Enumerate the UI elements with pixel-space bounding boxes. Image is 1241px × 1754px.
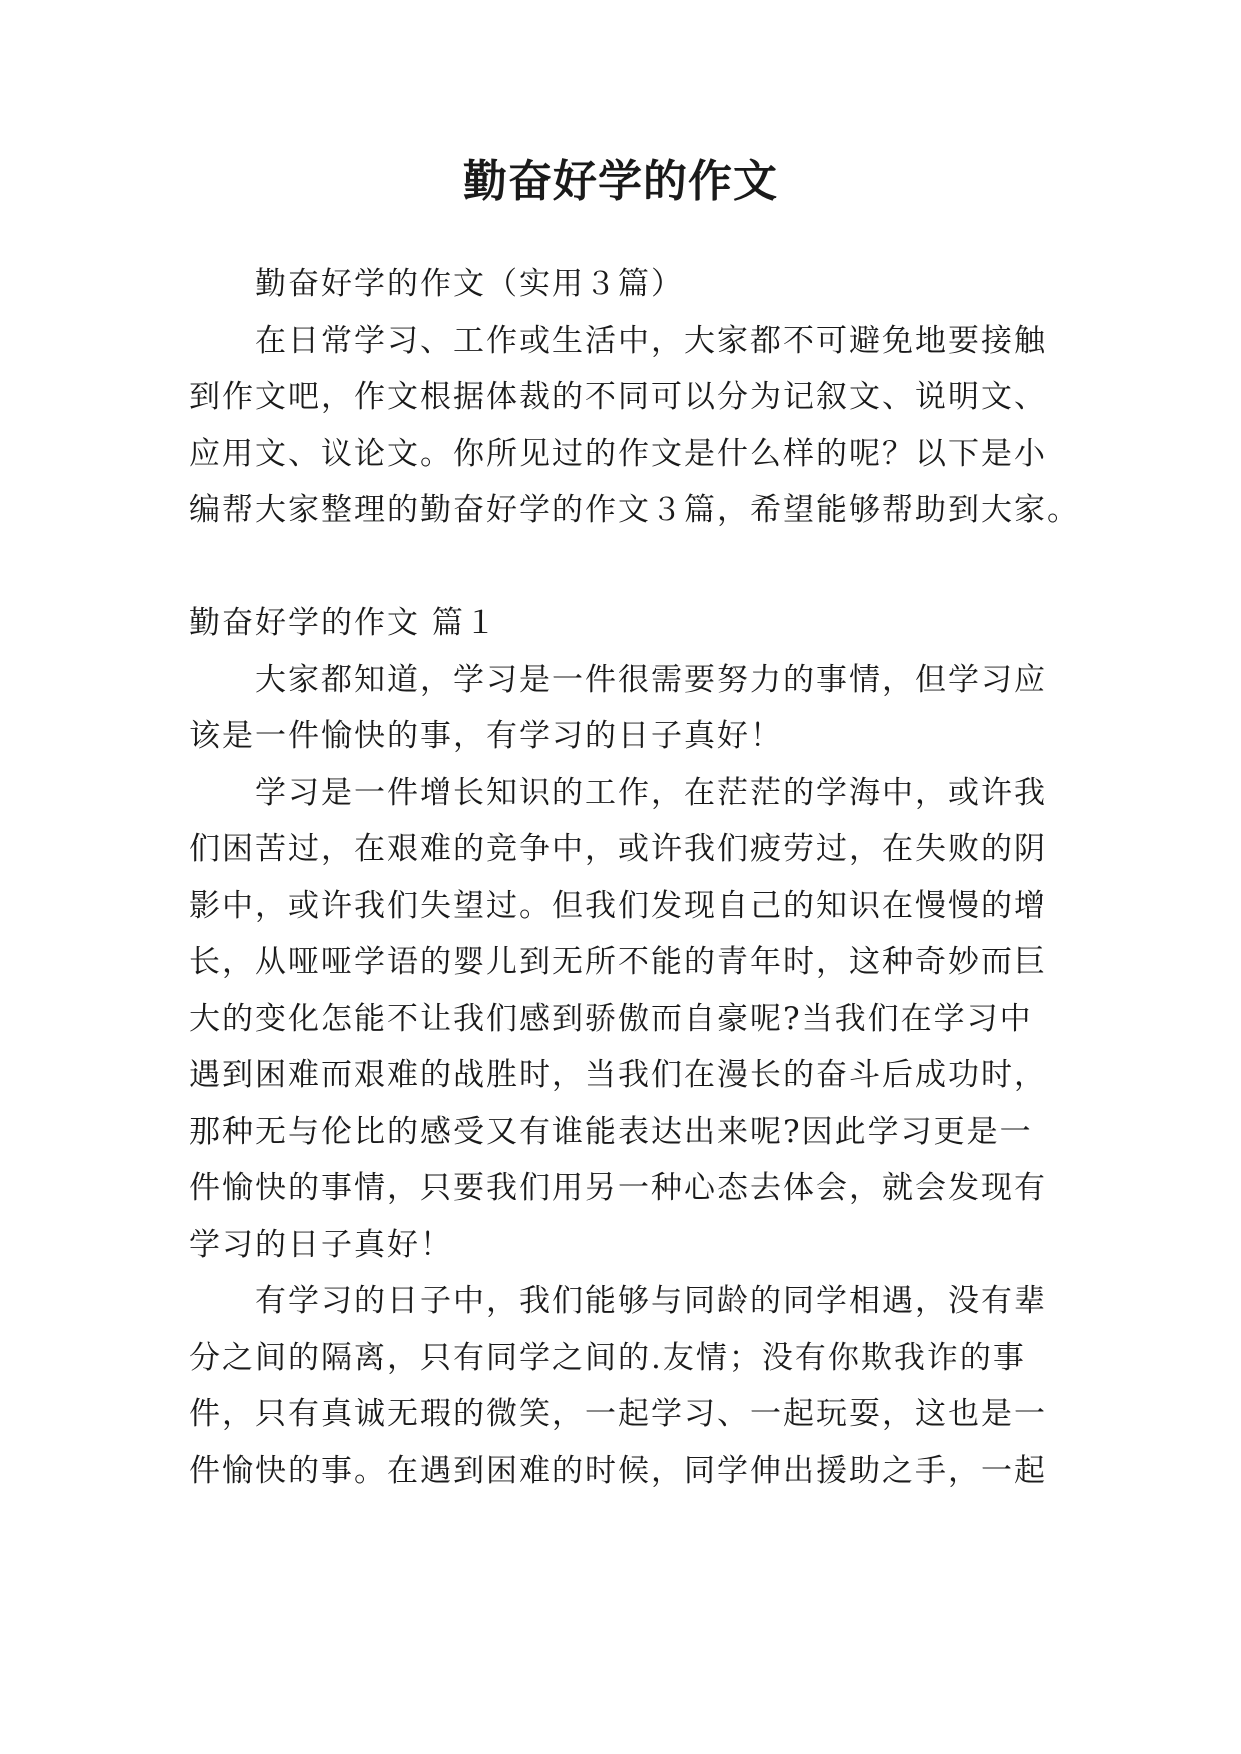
paragraph-line: 分之间的隔离，只有同学之间的.友情；没有你欺我诈的事: [189, 1339, 1026, 1376]
intro-line: 在日常学习、工作或生活中，大家都不可避免地要接触: [255, 322, 1047, 359]
intro-line: 到作文吧，作文根据体裁的不同可以分为记叙文、说明文、: [189, 379, 1047, 415]
intro-line: 编帮大家整理的勤奋好学的作文３篇，希望能够帮助到大家。: [189, 492, 1080, 528]
intro-line: 应用文、议论文。你所见过的作文是什么样的呢？以下是小: [189, 435, 1047, 472]
paragraph-line: 件愉快的事情，只要我们用另一种心态去体会，就会发现有: [189, 1170, 1047, 1206]
document-body: [189, 256, 1080, 1499]
paragraph-line: 大家都知道，学习是一件很需要努力的事情，但学习应: [255, 661, 1047, 698]
paragraph-line: 影中，或许我们失望过。但我们发现自己的知识在慢慢的增: [189, 887, 1047, 924]
paragraph-line: 那种无与伦比的感受又有谁能表达出来呢?因此学习更是一: [189, 1113, 1033, 1150]
paragraph-line: 长，从哑哑学语的婴儿到无所不能的青年时，这种奇妙而巨: [189, 944, 1047, 980]
paragraph-line: 遇到困难而艰难的战胜时，当我们在漫长的奋斗后成功时，: [189, 1057, 1047, 1093]
paragraph-line: 学习的日子真好！: [189, 1226, 453, 1263]
subtitle-line: 勤奋好学的作文（实用３篇）: [255, 266, 684, 302]
paragraph-line: 大的变化怎能不让我们感到骄傲而自豪呢?当我们在学习中: [189, 1000, 1033, 1037]
paragraph-line: 件，只有真诚无瑕的微笑，一起学习、一起玩耍，这也是一: [189, 1396, 1047, 1432]
document-title: 勤奋好学的作文: [463, 156, 778, 207]
paragraph-line: 该是一件愉快的事，有学习的日子真好！: [189, 718, 783, 754]
paragraph-line: 们困苦过，在艰难的竞争中，或许我们疲劳过，在失败的阴: [189, 831, 1047, 867]
paragraph-line: 学习是一件增长知识的工作，在茫茫的学海中，或许我: [255, 774, 1047, 811]
paragraph-gap: [189, 539, 1057, 596]
paragraph-line: 有学习的日子中，我们能够与同龄的同学相遇，没有辈: [255, 1283, 1047, 1319]
paragraph-line: 件愉快的事。在遇到困难的时候，同学伸出援助之手，一起: [189, 1452, 1047, 1489]
section-heading: 勤奋好学的作文 篇１: [189, 605, 498, 641]
